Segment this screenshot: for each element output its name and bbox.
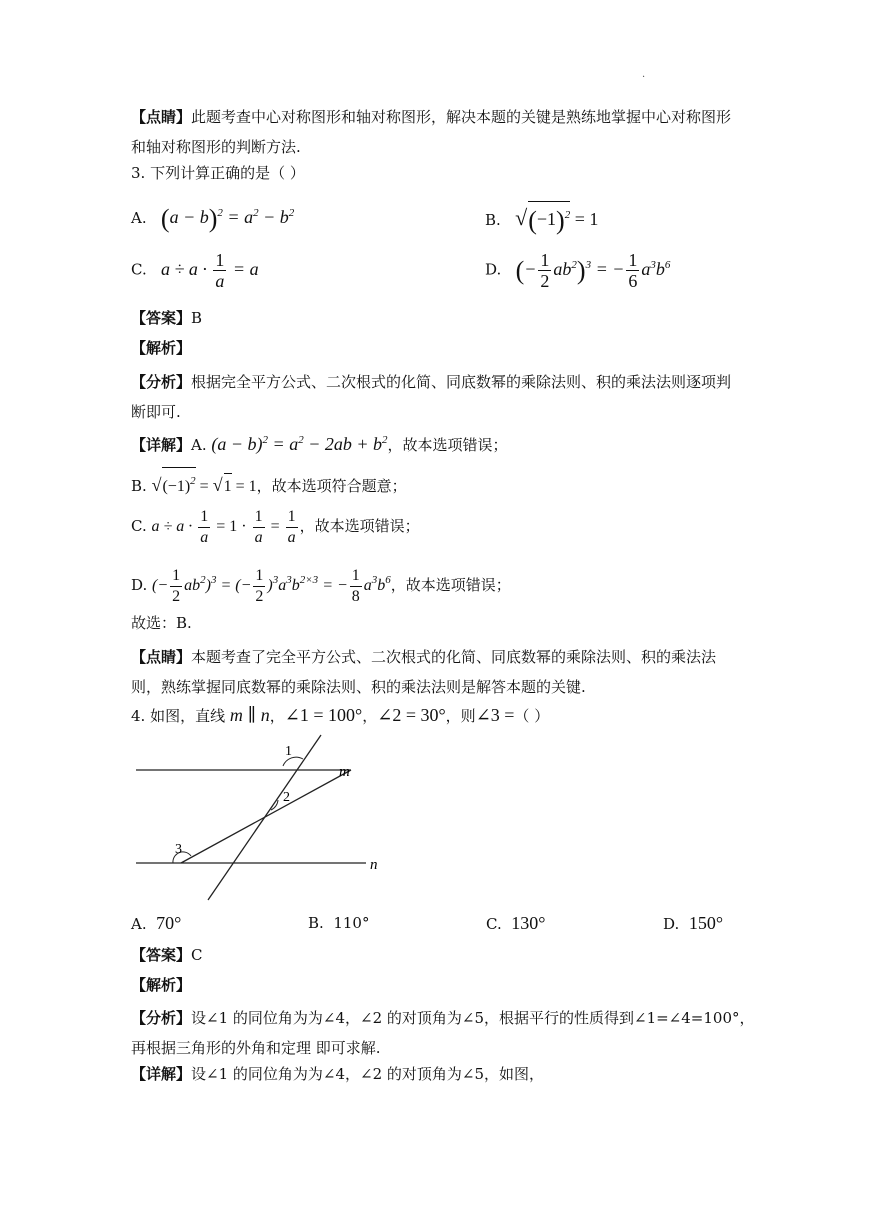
q3-dianjing-tag: 【点睛】 bbox=[131, 648, 192, 666]
q4-stem-m: m bbox=[229, 705, 243, 725]
label-1: 1 bbox=[285, 744, 292, 759]
q4-detail bbox=[131, 1064, 544, 1084]
q3-option-b-label: B. bbox=[485, 211, 501, 229]
q4-answer-value: C bbox=[191, 946, 203, 964]
q4-answer-tag: 【答案】 bbox=[131, 946, 192, 964]
q4-stem-parallel: ∥ bbox=[247, 705, 256, 725]
q3-detail-c-prefix: C. bbox=[131, 517, 147, 535]
label-2: 2 bbox=[283, 790, 290, 805]
q3-option-b-formula: $√(-1)^2 = 1$ bbox=[515, 209, 598, 229]
q3-guxuan: 故选：B. bbox=[131, 614, 192, 632]
q4-option-b-label: B. bbox=[308, 914, 324, 932]
q4-option-a bbox=[131, 911, 181, 936]
q3-option-b bbox=[485, 201, 598, 233]
q3-detail-d-formula: (− $\frac{1}{2}$ $ab^2)^3$ = (− $\frac{1}{2}$ )$^3a^3b^{2\times 3}$ = − $\frac{1}{8}$ $a^3b^6$ bbox=[152, 566, 391, 605]
q3-option-a-label: A. bbox=[131, 209, 147, 227]
q3-dianjing bbox=[131, 642, 743, 702]
q4-stem-comma-3: ，则 bbox=[445, 707, 476, 725]
q3-option-a-formula: $(a - b)^2 = a^2 - b^2$ bbox=[160, 204, 295, 233]
q3-detail-d-suffix: ，故本选项错误； bbox=[390, 576, 511, 594]
q3-detail-d-prefix: D. bbox=[131, 576, 148, 594]
q3-fenxi-text: 根据完全平方公式、二次根式的化简、同底数幂的乘除法则、积的乘法法则逐项判断即可. bbox=[131, 373, 732, 421]
q4-option-a-label: A. bbox=[131, 915, 147, 933]
q3-detail-a bbox=[131, 428, 508, 457]
q4-option-d-value: 150° bbox=[688, 913, 724, 933]
q3-option-d-formula: (− $\frac{1}{2}$ $ab^2)^3$ = − $\frac{1}{6}$ $a^3b^6$ bbox=[515, 250, 671, 291]
q3-detail-tag: 【详解】 bbox=[131, 436, 192, 454]
dianjing-text: 此题考查中心对称图形和轴对称图形，解决本题的关键是熟练地掌握中心对称图形和轴对称图形的判断方法. bbox=[131, 108, 732, 156]
q3-detail-a-suffix: ，故本选项错误； bbox=[387, 436, 508, 454]
q4-detail-tag: 【详解】 bbox=[131, 1065, 192, 1083]
q3-option-c bbox=[131, 250, 259, 291]
q4-option-d bbox=[663, 911, 723, 936]
q3-option-a bbox=[131, 201, 294, 231]
dianjing-paragraph-1 bbox=[131, 102, 743, 162]
q4-stem-prefix: 4. 如图，直线 bbox=[131, 707, 226, 725]
q4-stem-comma-1: ， bbox=[269, 707, 285, 725]
q3-detail-b bbox=[131, 467, 407, 499]
q3-fenxi bbox=[131, 367, 743, 427]
q3-detail-c-suffix: ，故本选项错误； bbox=[299, 517, 420, 535]
q4-option-a-value: 70° bbox=[156, 913, 182, 933]
q4-option-b-value: 110° bbox=[333, 914, 370, 932]
q4-option-b bbox=[308, 911, 369, 935]
label-n: n bbox=[370, 857, 378, 873]
dianjing-tag: 【点睛】 bbox=[131, 108, 192, 126]
label-3: 3 bbox=[175, 842, 182, 857]
q4-option-c-value: 130° bbox=[511, 913, 546, 933]
angle-2-arc bbox=[271, 800, 278, 810]
q4-option-c bbox=[486, 911, 545, 936]
q3-answer bbox=[131, 308, 202, 328]
q4-detail-text: 设∠1 的同位角为为∠4，∠2 的对顶角为∠5，如图， bbox=[191, 1065, 545, 1083]
q4-option-d-label: D. bbox=[663, 915, 680, 933]
q3-option-d-label: D. bbox=[485, 260, 502, 279]
q4-stem-angle-1: ∠1 = 100° bbox=[284, 705, 363, 725]
q4-stem-angle-2: ∠2 = 30° bbox=[377, 705, 446, 725]
q3-stem: 3. 下列计算正确的是（ ） bbox=[131, 164, 305, 182]
q4-fenxi bbox=[131, 1003, 756, 1063]
page-mark: · bbox=[642, 72, 646, 83]
q3-detail-b-formula: $√(-1)^2 = √1 = 1$ bbox=[152, 478, 257, 495]
q3-answer-value: B bbox=[191, 309, 203, 327]
q3-detail-b-suffix: ，故本选项符合题意； bbox=[256, 477, 407, 495]
q3-jiexi: 【解析】 bbox=[131, 339, 192, 357]
q3-detail-b-prefix: B. bbox=[131, 477, 147, 495]
q4-stem-n: n bbox=[260, 705, 270, 725]
q3-detail-a-prefix: A. bbox=[191, 436, 207, 454]
q4-stem-comma-2: ， bbox=[362, 707, 378, 725]
q3-dianjing-text: 本题考查了完全平方公式、二次根式的化简、同底数幂的乘除法则、积的乘法法则，熟练掌握同底数幂的乘除法则、积的乘法法则是解答本题的关键. bbox=[131, 648, 717, 696]
slanted-line bbox=[181, 770, 351, 863]
q3-fenxi-tag: 【分析】 bbox=[131, 373, 192, 391]
q3-detail-d bbox=[131, 560, 511, 607]
q4-stem bbox=[131, 703, 549, 728]
q4-answer bbox=[131, 945, 203, 965]
label-m: m bbox=[339, 764, 350, 780]
q4-jiexi: 【解析】 bbox=[131, 976, 192, 994]
q4-fenxi-tag: 【分析】 bbox=[131, 1009, 192, 1027]
q3-option-c-formula: a ÷ a · $\frac{1}{a}$ = a bbox=[161, 250, 259, 291]
q3-option-c-label: C. bbox=[131, 260, 147, 279]
q4-option-c-label: C. bbox=[486, 915, 502, 933]
q3-answer-tag: 【答案】 bbox=[131, 309, 192, 327]
q4-stem-blank: （ ） bbox=[514, 707, 550, 725]
q3-detail-c-formula: a ÷ a · $\frac{1}{a}$ = 1 · $\frac{1}{a}$ = $\frac{1}{a}$ bbox=[151, 507, 296, 546]
q4-stem-angle-3: ∠3 = bbox=[475, 705, 515, 725]
q3-detail-c bbox=[131, 506, 420, 548]
q4-figure bbox=[131, 730, 391, 905]
q3-detail-a-formula: $(a - b)^2 = a^2 - 2ab + b^2$ bbox=[211, 434, 388, 454]
q4-fenxi-text: 设∠1 的同位角为为∠4，∠2 的对顶角为∠5，根据平行的性质得到∠1=∠4=100°，再根据三角形的外角和定理 即可求解. bbox=[131, 1009, 755, 1057]
q3-option-d bbox=[485, 250, 670, 291]
